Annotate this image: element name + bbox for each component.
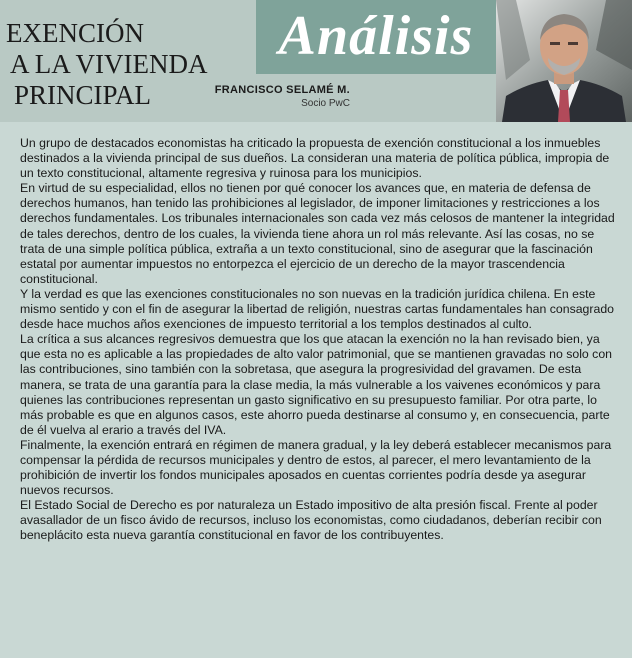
paragraph: Finalmente, la exención entrará en régimen de manera gradual, y la ley deberá establecer mecanismos para compensar la pérdida de recursos municipales y dentro de estos, al parecer, el mero levantamiento de la prohibición de invertir los fondos municipales aposados en cuentas corrientes podría desde ya asegurar nuevos recursos.: [20, 437, 612, 498]
author-photo: [496, 0, 632, 122]
headline-line-1: EXENCIÓN: [6, 18, 144, 48]
paragraph: Un grupo de destacados economistas ha criticado la propuesta de exención constitucional a los inmuebles destinados a la vivienda principal de sus dueños. La consideran una materia de política pública, impropia de un texto constitucional, altamente regresiva y ruinosa para los municipios.: [20, 136, 610, 181]
article-header: [0, 0, 632, 122]
article-body: [0, 122, 632, 658]
author-name: FRANCISCO SELAMÉ M.: [214, 84, 350, 96]
author-role: Socio PwC: [301, 98, 350, 109]
article-text: [20, 136, 620, 544]
headline-line-2: A LA VIVIENDA: [10, 49, 208, 79]
section-title-box: [256, 0, 496, 74]
paragraph: En virtud de su especialidad, ellos no tienen por qué conocer los avances que, en materia de defensa de derechos humanos, han tenido las prohibiciones al legislador, de imponer limitaciones y restricciones a los derechos fundamentales. Los tribunales internacionales son cada vez más celosos de mantener la integridad de tales derechos, dentro de los cuales, la vivienda tiene ahora un rol más relevante. Así las cosas, no se trata de una simple política pública, extraña a un texto constitucional, sino de asegurar que la fascinación estatal por aumentar impuestos no entorpezca el ejercicio de un derecho de la mayor trascendencia constitucional.: [20, 181, 615, 286]
section-title: Análisis: [278, 5, 474, 67]
paragraph: El Estado Social de Derecho es por naturaleza un Estado impositivo de alta presión fiscal. Frente al poder avasallador de un fisco ávido de recursos, incluso los economistas, como ciudadanos, deberían recibir con beneplácito esta nueva garantía constitucional en favor de los contribuyentes.: [20, 498, 602, 543]
headline: [6, 18, 208, 111]
header-band: [0, 0, 496, 122]
headline-line-3: PRINCIPAL: [14, 80, 152, 110]
paragraph: Y la verdad es que las exenciones constitucionales no son nuevas en la tradición jurídica chilena. En este mismo sentido y con el fin de asegurar la libertad de religión, nuestras cartas fundamentales han consagrado desde hace muchos años exenciones de impuesto territorial a los templos destinados al culto.: [20, 286, 615, 332]
author-portrait: [496, 0, 632, 122]
paragraph: La crítica a sus alcances regresivos demuestra que los que atacan la exención no la han revisado bien, ya que esta no es aplicable a las propiedades de alto valor patrimonial, que se mantienen gravadas no solo con las contribuciones, sino también con la sobretasa, que asegura la progresividad del gravamen. De esta manera, se trata de una garantía para la clase media, la más vulnerable a los vaivenes económicos y para quienes las contribuciones representan un gasto significativo en su presupuesto familiar. Por otra parte, lo más probable es que en algunos casos, este ahorro pueda destinarse al consumo y, en consecuencia, parte de él vuelva al erario a través del IVA.: [20, 332, 613, 437]
